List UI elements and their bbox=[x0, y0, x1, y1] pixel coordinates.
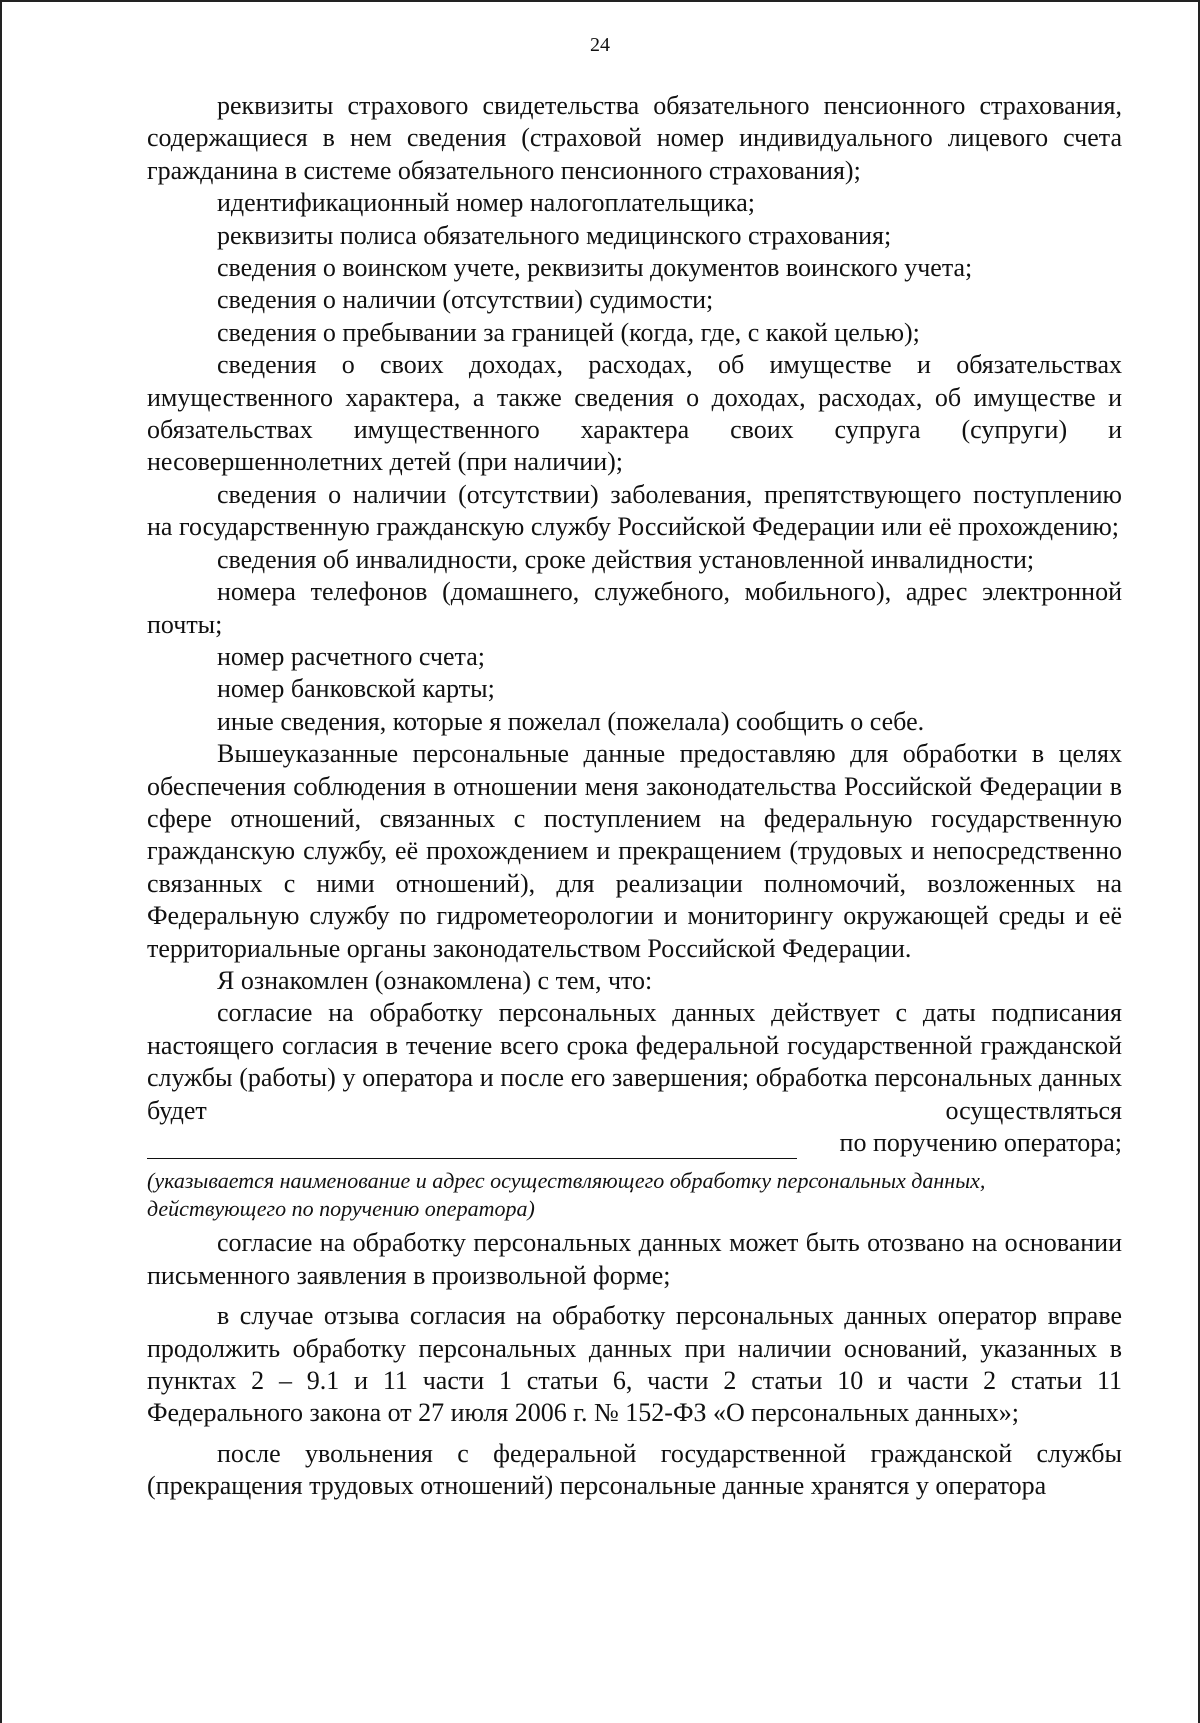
paragraph: номер расчетного счета; bbox=[217, 641, 485, 671]
fill-in-blank-line bbox=[147, 1136, 797, 1159]
paragraph: сведения об инвалидности, сроке действия установленной инвалидности; bbox=[217, 544, 1035, 574]
paragraph: Я ознакомлен (ознакомлена) с тем, что: bbox=[217, 965, 653, 995]
paragraph: после увольнения с федеральной государственной гражданской службы (прекращения трудовых отношений) персональные данные хранятся у оператора bbox=[147, 1438, 1122, 1501]
paragraph: сведения о наличии (отсутствии) судимости; bbox=[217, 285, 714, 315]
paragraph: номер банковской карты; bbox=[217, 674, 495, 704]
paragraph: сведения о своих доходах, расходах, об имуществе и обязательствах имущественного характера, а также сведения о доходах, расходах, об имуществе и обязательствах имущественного характера своих супруга (супруги) и несовершеннолетних детей (при наличии); bbox=[147, 350, 1122, 477]
paragraph: реквизиты страхового свидетельства обязательного пенсионного страхования, содержащиеся в нем сведения (страховой номер индивидуального лицевого счета гражданина в системе обязательного пенсионного страхования); bbox=[147, 91, 1122, 185]
fill-in-suffix: по поручению оператора; bbox=[839, 1127, 1122, 1157]
paragraph: сведения о воинском учете, реквизиты документов воинского учета; bbox=[217, 253, 973, 283]
paragraph: реквизиты полиса обязательного медицинского страхования; bbox=[217, 220, 892, 250]
page-number: 24 bbox=[590, 34, 610, 56]
paragraph: идентификационный номер налогоплательщика; bbox=[217, 188, 755, 218]
fill-in-note: (указывается наименование и адрес осуществляющего обработку персональных данных, действующего по поручению оператора) bbox=[147, 1168, 986, 1222]
paragraph: номера телефонов (домашнего, служебного, мобильного), адрес электронной почты; bbox=[147, 577, 1122, 639]
paragraph: сведения о пребывании за границей (когда, где, с какой целью); bbox=[217, 317, 920, 347]
document-body bbox=[147, 90, 1122, 1503]
paragraph: согласие на обработку персональных данных может быть отозвано на основании письменного заявления в произвольной форме; bbox=[147, 1228, 1122, 1290]
paragraph: иные сведения, которые я пожелал (пожелала) сообщить о себе. bbox=[217, 706, 925, 736]
paragraph: в случае отзыва согласия на обработку персональных данных оператор вправе продолжить обработку персональных данных при наличии оснований, указанных в пунктах 2 – 9.1 и 11 части 1 статьи 6, части 2 статьи 10 и части 2 статьи 11 Федерального закона от 27 июля 2006 г. № 152-ФЗ «О персональных данных»; bbox=[147, 1301, 1122, 1428]
fill-in-row bbox=[147, 1127, 1122, 1159]
paragraph: сведения о наличии (отсутствии) заболевания, препятствующего поступлению на государственную гражданскую службу Российской Федерации или её прохождению; bbox=[147, 479, 1122, 542]
paragraph: Вышеуказанные персональные данные предоставляю для обработки в целях обеспечения соблюдения в отношении меня законодательства Российской Федерации в сфере отношений, связанных с поступлением на федеральную государственную гражданскую службу, её прохождением и прекращением (трудовых и непосредственно связанных с ними отношений), для реализации полномочий, возложенных на Федеральную службу по гидрометеорологии и мониторингу окружающей среды и её территориальные органы законодательством Российской Федерации. bbox=[147, 739, 1122, 963]
consent-paragraph: согласие на обработку персональных данных действует с даты подписания настоящего согласия в течение всего срока федеральной государственной гражданской службы (работы) у оператора и после его завершения; обработка персональных данных будет осуществляться bbox=[147, 998, 1122, 1125]
